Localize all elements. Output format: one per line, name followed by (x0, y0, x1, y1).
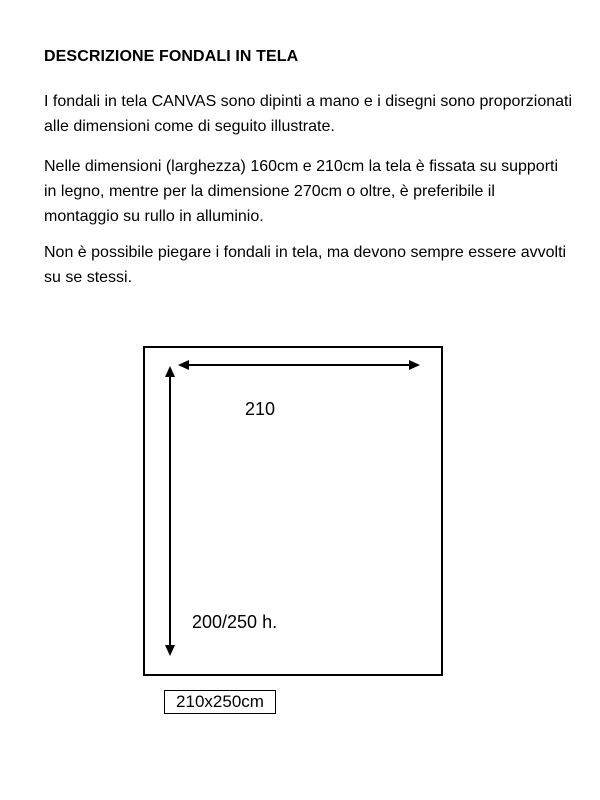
paragraph-description: I fondali in tela CANVAS sono dipinti a mano e i disegni sono proporzionati alle dimensioni come di seguito illustrate. (44, 93, 573, 135)
canvas-outline (143, 346, 443, 676)
paragraph-mounting: Nelle dimensioni (larghezza) 160cm e 210cm la tela è fissata su supporti in legno, mentre per la dimensione 270cm o oltre, è preferibile il montaggio su rullo in alluminio. (44, 158, 559, 225)
document-title: DESCRIZIONE FONDALI IN TELA (44, 48, 299, 65)
height-dimension-label: 200/250 h. (192, 612, 278, 632)
width-dimension-label: 210 (245, 399, 276, 419)
size-tag: 210x250cm (164, 690, 276, 714)
paragraph-storage: Non è possibile piegare i fondali in tela, ma devono sempre essere avvolti su se stessi. (44, 244, 567, 286)
